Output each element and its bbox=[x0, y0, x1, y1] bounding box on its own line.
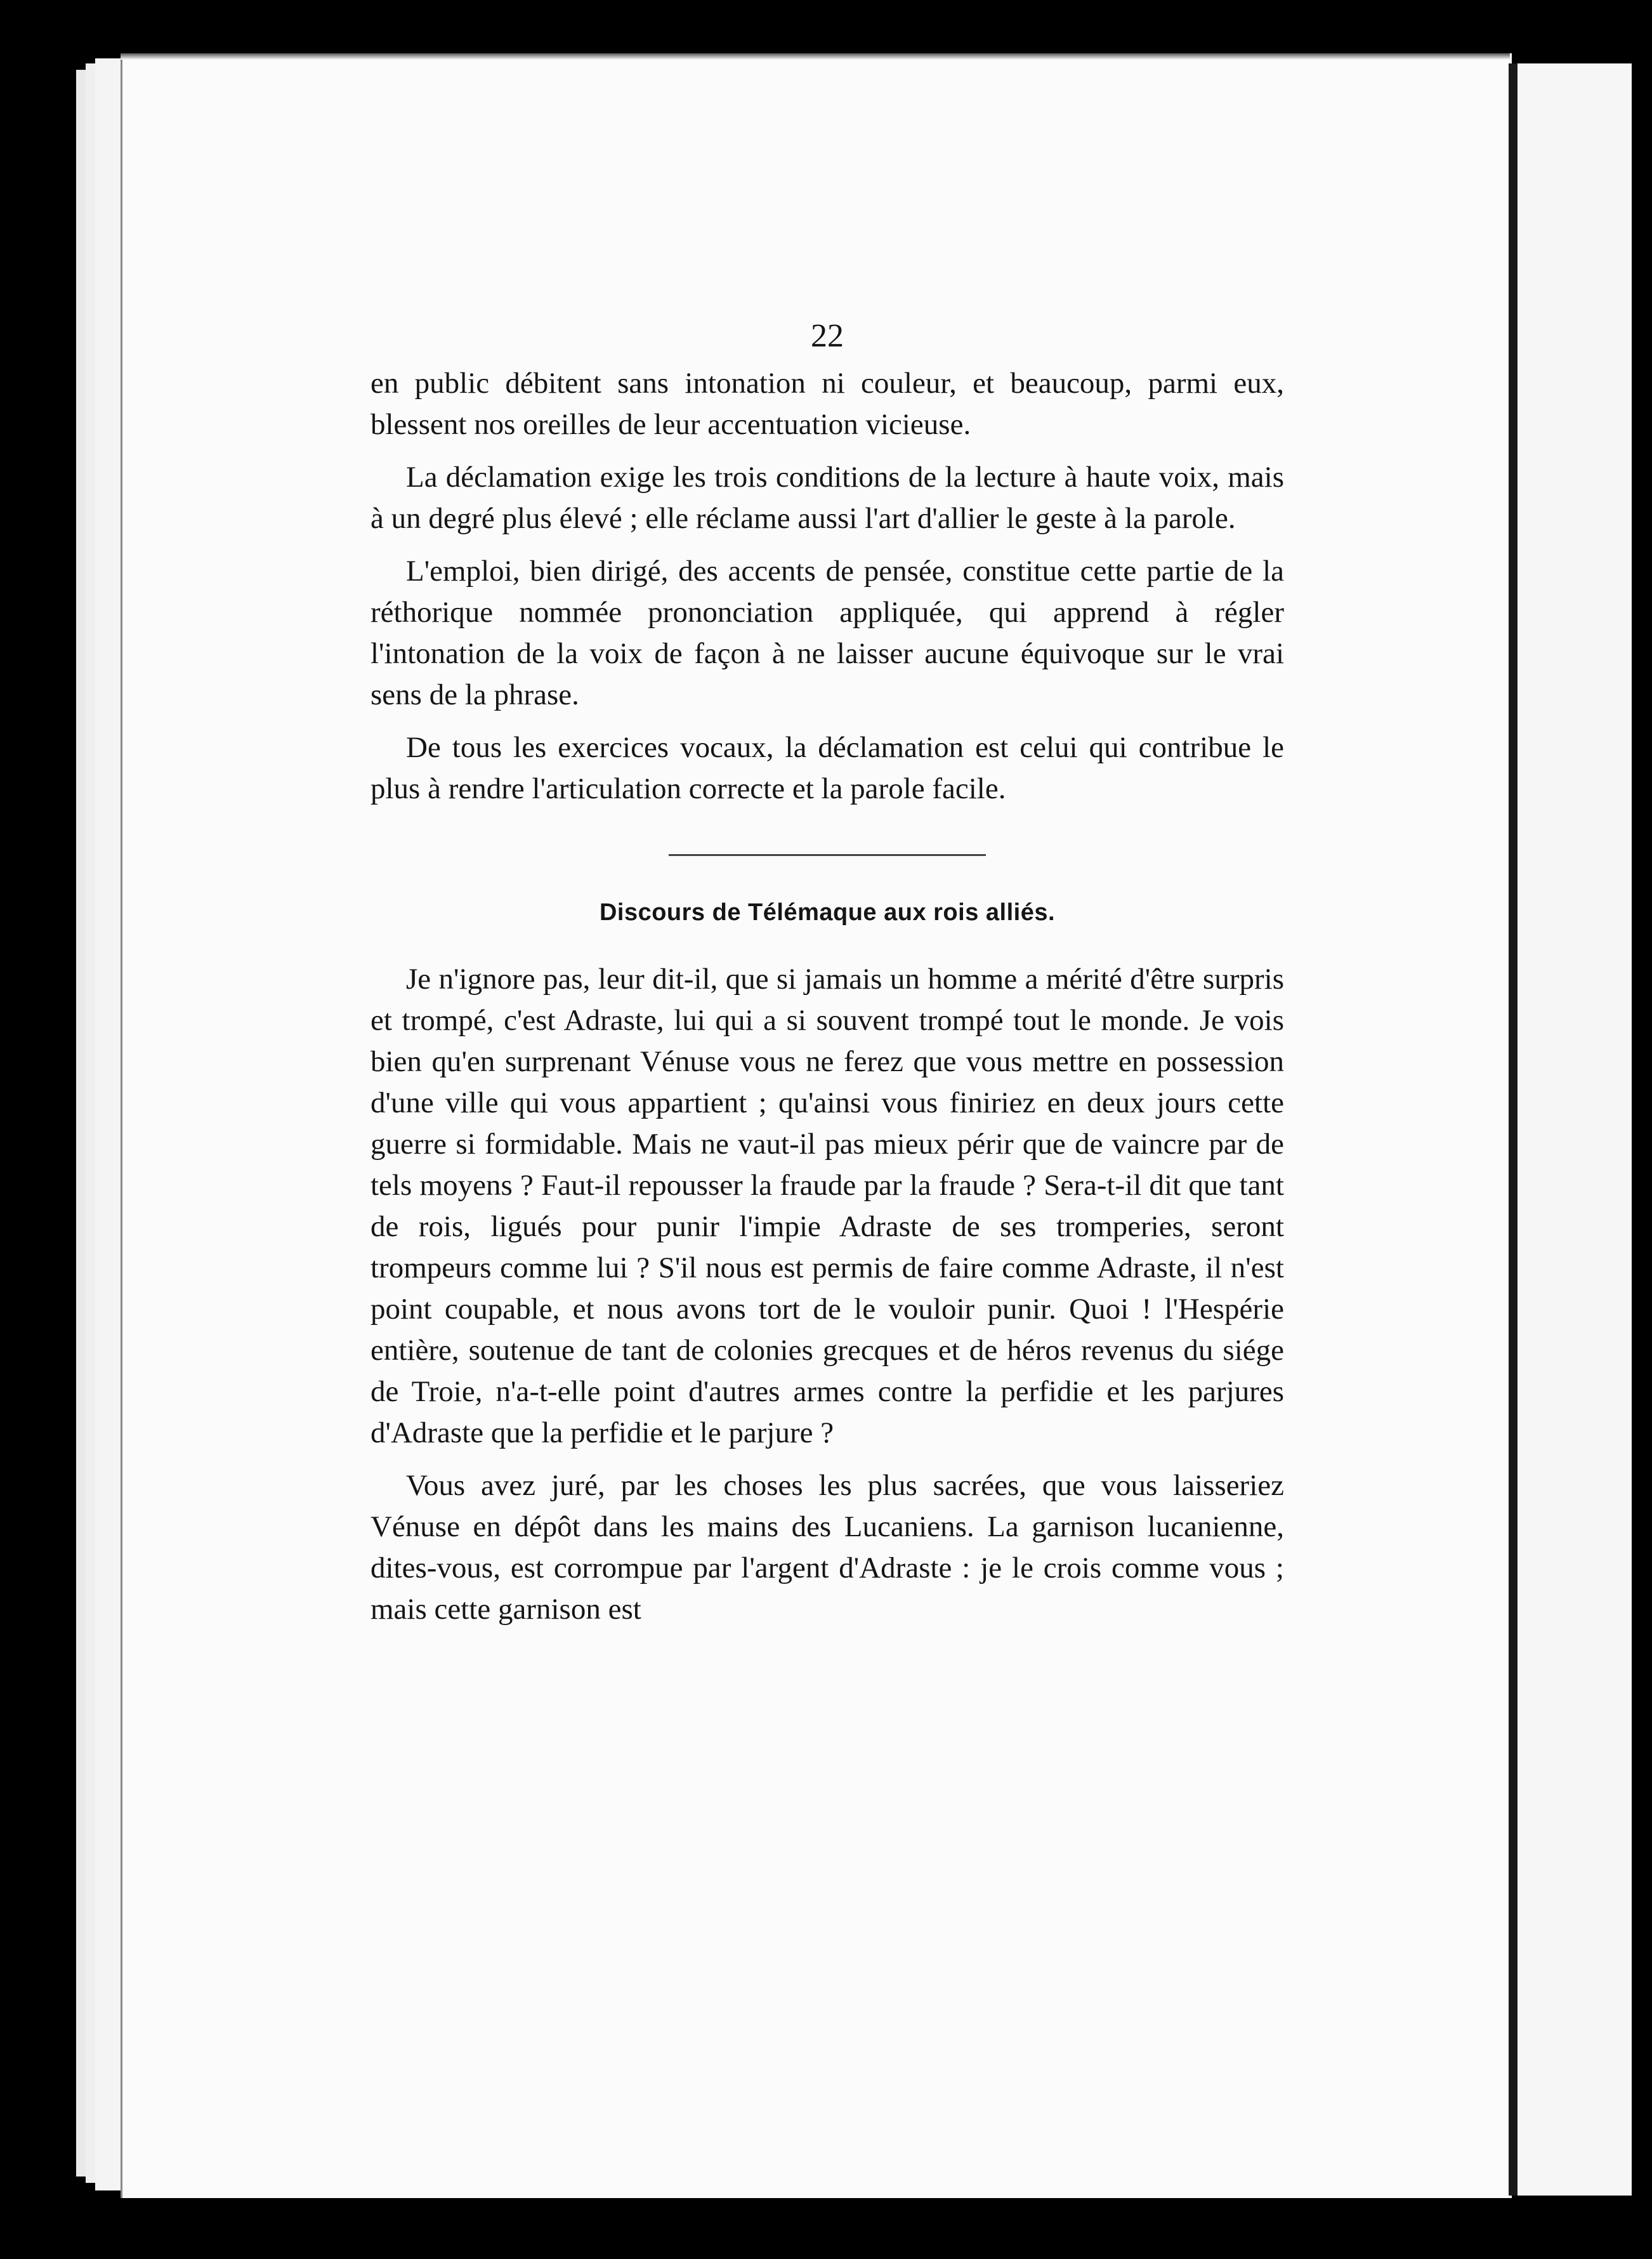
page-number: 22 bbox=[811, 318, 844, 354]
paragraph: Je n'ignore pas, leur dit-il, que si jamais un homme a mérité d'être surpris et trompé, c'est Adraste, lui qui a si souvent trompé tout le monde. Je vois bien qu'en surprenant Vénuse vous ne ferez que vous mettre en possession d'une ville qui vous appartient ; qu'ainsi vous finiriez en deux jours cette guerre si formidable. Mais ne vaut-il pas mieux périr que de vaincre par de tels moyens ? Faut-il repousser la fraude par la fraude ? Sera-t-il dit que tant de rois, ligués pour punir l'impie Adraste de ses tromperies, seront trompeurs comme lui ? S'il nous est permis de faire comme Adraste, il n'est point coupable, et nous avons tort de le vouloir punir. Quoi ! l'Hespérie entière, soutenue de tant de colonies grecques et de héros revenus du siége de Troie, n'a-t-elle point d'autres armes contre la perfidie et les parjures d'Adraste que la perfidie et le parjure ? bbox=[370, 963, 1284, 1449]
paragraph: en public débitent sans intonation ni couleur, et beaucoup, parmi eux, blessent nos oreilles de leur accentuation vicieuse. bbox=[370, 367, 1284, 441]
section-divider bbox=[669, 854, 986, 856]
book-gutter bbox=[1509, 63, 1518, 2196]
paragraph: De tous les exercices vocaux, la déclamation est celui qui contribue le plus à rendre l'articulation correcte et la parole facile. bbox=[370, 731, 1284, 805]
facing-page-edge bbox=[1518, 63, 1632, 2196]
page-top-shadow bbox=[121, 53, 1510, 60]
section-title: Discours de Télémaque aux rois alliés. bbox=[599, 899, 1056, 926]
paragraph: La déclamation exige les trois conditions de la lecture à haute voix, mais à un degré plus élevé ; elle réclame aussi l'art d'allier le geste à la parole. bbox=[370, 461, 1284, 535]
paragraph: Vous avez juré, par les choses les plus sacrées, que vous laisseriez Vénuse en dépôt dans les mains des Lucaniens. La garnison lucanienne, dites-vous, est corrompue par l'argent d'Adraste : je le crois comme vous ; mais cette garnison est bbox=[370, 1469, 1284, 1626]
paragraph: L'emploi, bien dirigé, des accents de pensée, constitue cette partie de la réthorique nommée prononciation appliquée, qui apprend à régler l'intonation de la voix de façon à ne laisser aucune équivoque sur le vrai sens de la phrase. bbox=[370, 555, 1284, 711]
page-text bbox=[370, 317, 1284, 1642]
page-edge bbox=[95, 58, 122, 2190]
